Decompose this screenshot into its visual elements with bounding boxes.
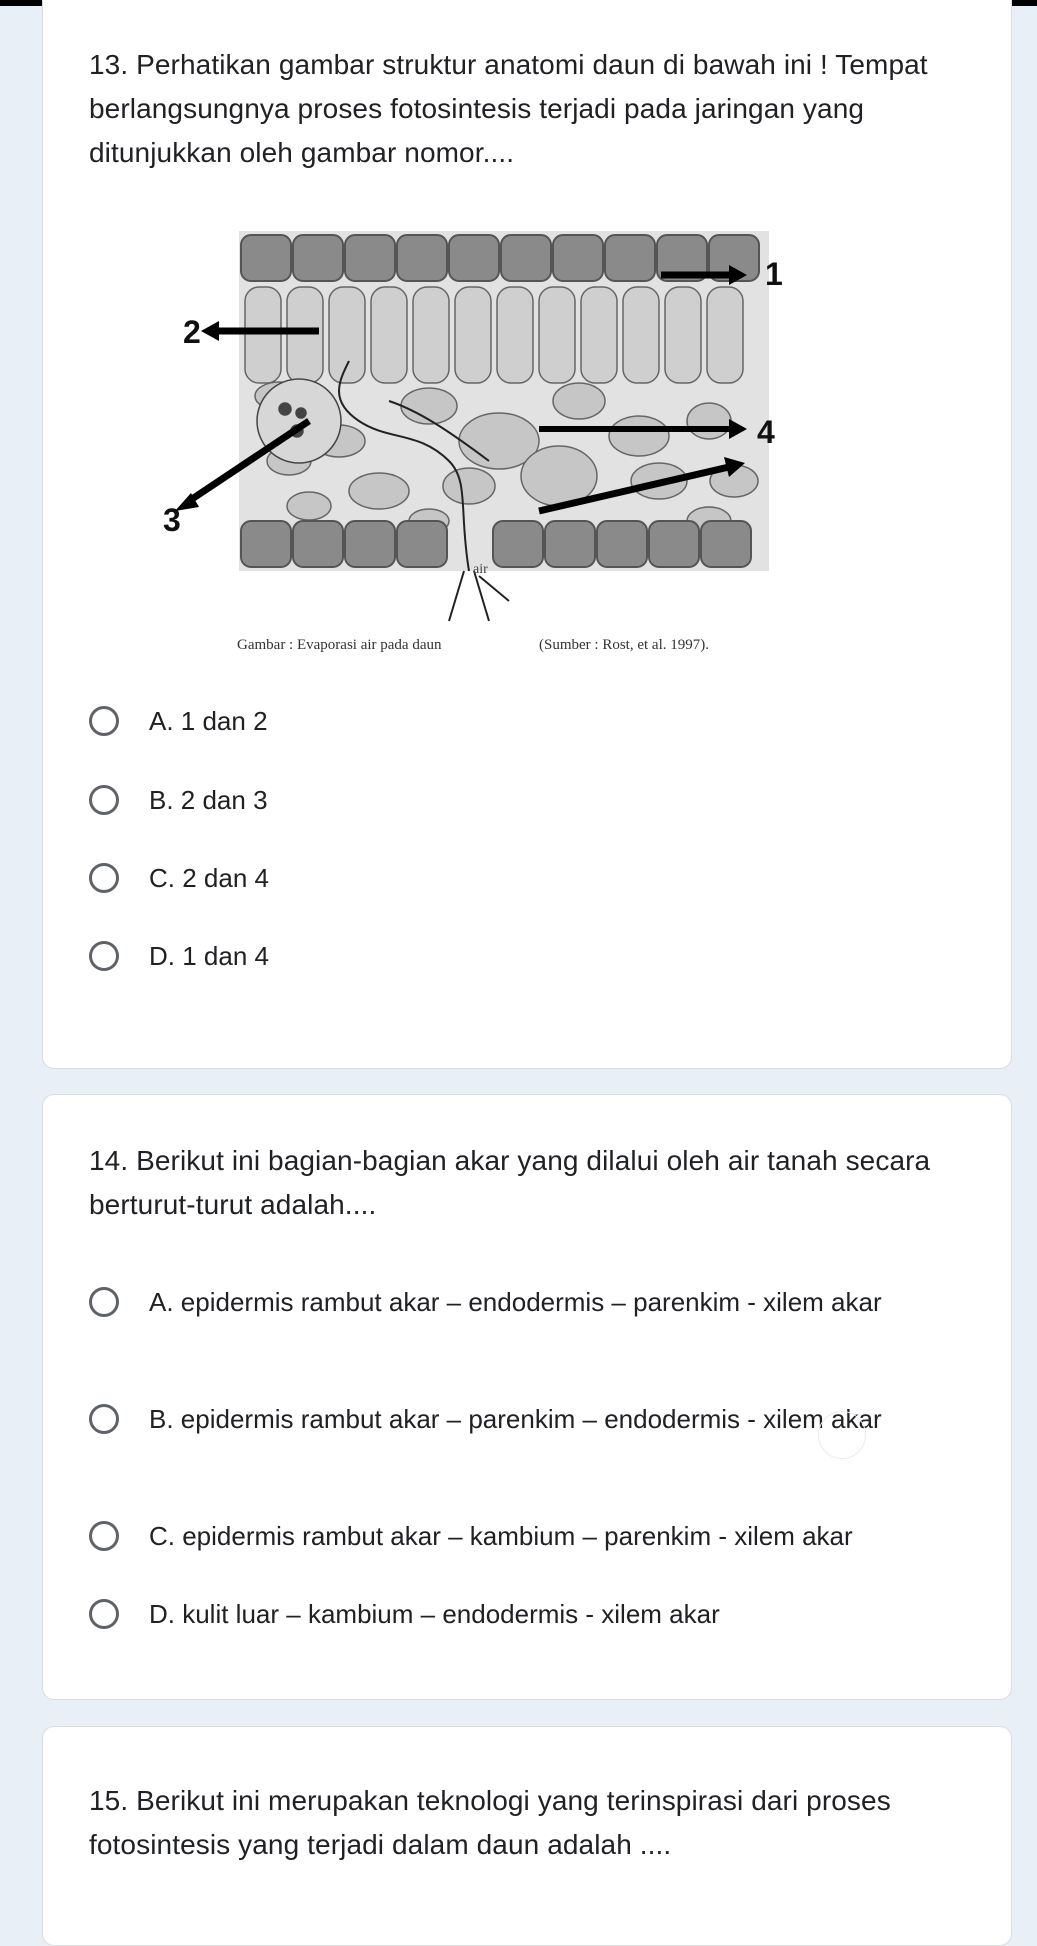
radio-button[interactable]: [89, 1521, 119, 1551]
option-c[interactable]: [89, 857, 989, 899]
option-a[interactable]: [89, 1281, 989, 1323]
radio-button[interactable]: [89, 1404, 119, 1434]
option-a[interactable]: [89, 700, 989, 742]
question-card-14: [42, 1094, 1012, 1700]
figure-caption-right: (Sumber : Rost, et al. 1997).: [539, 637, 709, 653]
figure-air-label: air: [473, 562, 488, 577]
radio-button[interactable]: [89, 785, 119, 815]
option-label: C. epidermis rambut akar – kambium – parenkim - xilem akar: [149, 1521, 853, 1551]
radio-button[interactable]: [89, 863, 119, 893]
radio-button[interactable]: [89, 1599, 119, 1629]
figure-label-4: 4: [757, 414, 775, 450]
option-label: D. 1 dan 4: [149, 941, 269, 971]
question-card-15: [42, 1726, 1012, 1946]
option-label: D. kulit luar – kambium – endodermis - xilem akar: [149, 1599, 720, 1629]
leaf-anatomy-figure: [163, 231, 949, 671]
option-d[interactable]: [89, 935, 989, 977]
option-c[interactable]: [89, 1515, 989, 1557]
question-text: 13. Perhatikan gambar struktur anatomi daun di bawah ini ! Tempat berlangsungnya proses fotosintesis terjadi pada jaringan yang ditunjukkan oleh gambar nomor....: [89, 49, 928, 168]
figure-label-1: 1: [765, 256, 783, 292]
radio-button[interactable]: [89, 941, 119, 971]
option-b[interactable]: [89, 779, 989, 821]
radio-button[interactable]: [89, 706, 119, 736]
radio-button[interactable]: [89, 1287, 119, 1317]
question-text: 14. Berikut ini bagian-bagian akar yang dilalui oleh air tanah secara berturut-turut adalah....: [89, 1145, 931, 1220]
figure-label-2: 2: [183, 314, 201, 350]
option-label: A. epidermis rambut akar – endodermis – parenkim - xilem akar: [149, 1287, 882, 1317]
ripple-effect: [818, 1411, 866, 1459]
question-text: 15. Berikut ini merupakan teknologi yang terinspirasi dari proses fotosintesis yang terjadi dalam daun adalah ....: [89, 1785, 891, 1860]
question-card-13: [42, 0, 1012, 1069]
lower-epidermis: [241, 521, 751, 567]
figure-caption-left: Gambar : Evaporasi air pada daun: [237, 637, 442, 653]
option-label: A. 1 dan 2: [149, 706, 268, 736]
figure-label-3: 3: [163, 502, 181, 538]
option-label: C. 2 dan 4: [149, 863, 269, 893]
option-d[interactable]: [89, 1593, 989, 1635]
option-label: B. epidermis rambut akar – parenkim – endodermis - xilem akar: [149, 1404, 882, 1434]
option-label: B. 2 dan 3: [149, 785, 268, 815]
